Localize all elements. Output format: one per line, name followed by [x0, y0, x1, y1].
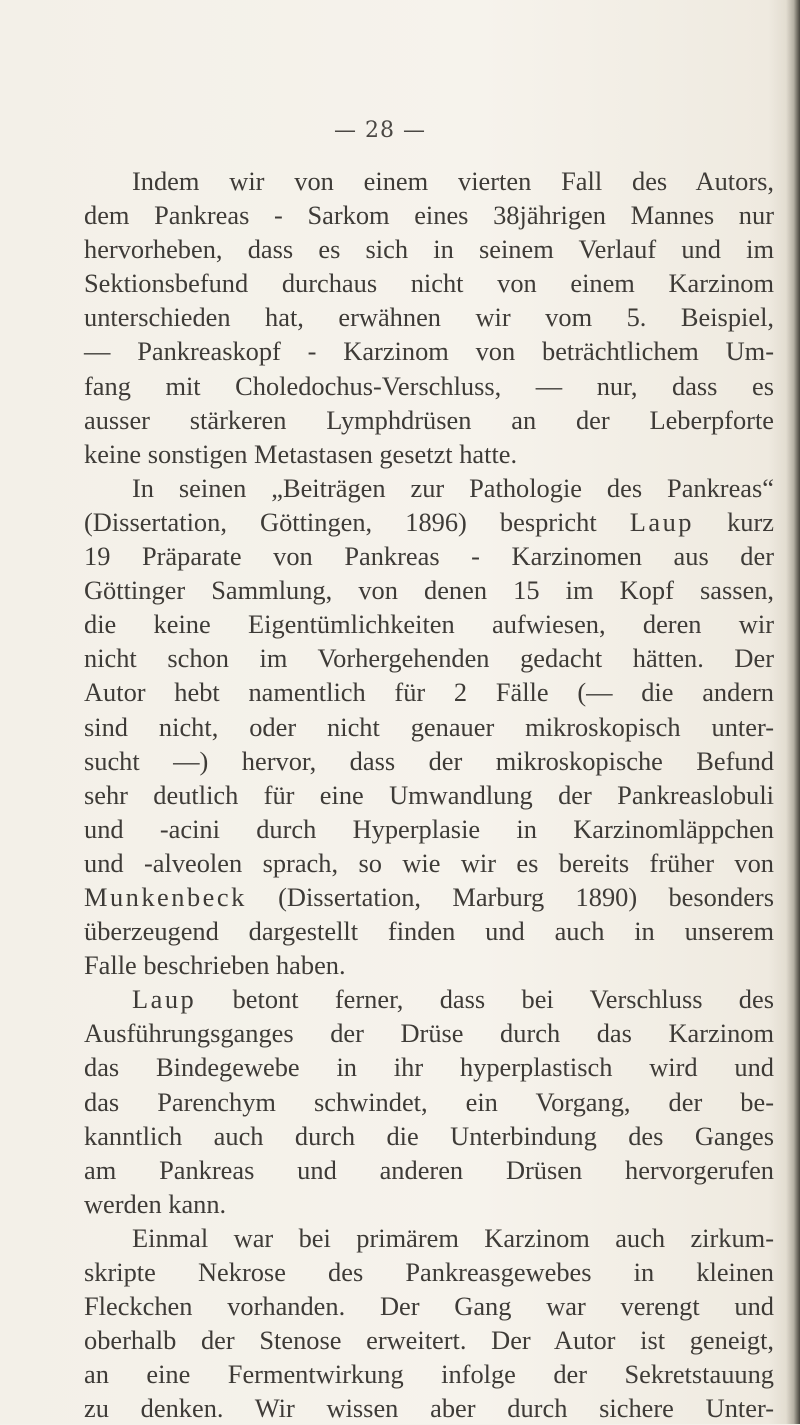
text-line: In seinen „Beiträgen zur Pathologie des Pankreas“: [132, 472, 774, 503]
page-number: — 28 —: [334, 118, 426, 143]
text-line: überzeugend dargestellt finden und auch in unserem: [84, 916, 774, 947]
text-line: sucht —) hervor, dass der mikroskopische Befund: [84, 745, 774, 776]
text-line: das Bindegewebe in ihr hyperplastisch wird und: [84, 1052, 774, 1083]
text-line: nicht schon im Vorhergehenden gedacht hätten. Der: [84, 643, 774, 674]
text-line: — Pankreaskopf - Karzinom von beträchtlichem Um-: [84, 336, 774, 367]
text-line: [84, 880, 774, 914]
text-segment: kurz: [727, 506, 774, 537]
body-text: [84, 164, 774, 1425]
text-line: Autor hebt namentlich für 2 Fälle (— die andern: [84, 677, 774, 708]
text-line: das Parenchym schwindet, ein Vorgang, der be-: [84, 1086, 774, 1117]
text-line: kanntlich auch durch die Unterbindung des Ganges: [84, 1120, 774, 1151]
text-line: Sektionsbefund durchaus nicht von einem Karzinom: [84, 268, 774, 299]
page-edge-shadow: [786, 0, 800, 1424]
author-name-laup: Laup: [132, 984, 197, 1015]
text-line: die keine Eigentümlichkeiten aufwiesen, deren wir: [84, 609, 774, 640]
text-line: [84, 982, 774, 1016]
text-segment: (Dissertation, Marburg 1890) besonders: [278, 881, 774, 912]
text-line: zu denken. Wir wissen aber durch sichere Unter-: [84, 1393, 774, 1424]
text-line: hervorheben, dass es sich in seinem Verlauf und im: [84, 234, 774, 265]
author-name-laup: Laup: [629, 506, 694, 537]
text-line: Indem wir von einem vierten Fall des Autors,: [132, 166, 774, 196]
text-line: sehr deutlich für eine Umwandlung der Pankreaslobuli: [84, 779, 774, 810]
text-line: Ausführungsganges der Drüse durch das Karzinom: [84, 1018, 774, 1049]
text-line: keine sonstigen Metastasen gesetzt hatte.: [84, 438, 518, 469]
text-segment: betont ferner, dass bei Verschluss des: [232, 984, 774, 1015]
text-line: und -acini durch Hyperplasie in Karzinomläppchen: [84, 813, 774, 844]
text-line: an eine Fermentwirkung infolge der Sekretstauung: [84, 1359, 774, 1390]
author-name-munkenbeck: Munkenbeck: [84, 881, 247, 912]
text-line: Einmal war bei primärem Karzinom auch zirkum-: [132, 1222, 774, 1253]
text-line: oberhalb der Stenose erweitert. Der Autor ist geneigt,: [84, 1325, 774, 1356]
text-line: werden kann.: [84, 1188, 227, 1219]
text-segment: (Dissertation, Göttingen, 1896) bespricht: [84, 506, 597, 537]
text-line: Falle beschrieben haben.: [84, 950, 346, 981]
text-line: ausser stärkeren Lymphdrüsen an der Leberpforte: [84, 404, 774, 435]
text-line: 19 Präparate von Pankreas - Karzinomen aus der: [84, 541, 774, 572]
text-line: skripte Nekrose des Pankreasgewebes in kleinen: [84, 1257, 774, 1287]
text-line: dem Pankreas - Sarkom eines 38jährigen Mannes nur: [84, 200, 774, 231]
text-line: [84, 505, 774, 539]
text-line: Göttinger Sammlung, von denen 15 im Kopf sassen,: [84, 575, 774, 606]
text-line: unterschieden hat, erwähnen wir vom 5. Beispiel,: [84, 302, 774, 333]
text-line: Fleckchen vorhanden. Der Gang war verengt und: [84, 1291, 774, 1322]
text-line: sind nicht, oder nicht genauer mikroskopisch unter-: [84, 711, 774, 742]
text-line: fang mit Choledochus-Verschluss, — nur, dass es: [84, 370, 774, 401]
text-line: und -alveolen sprach, so wie wir es bereits früher von: [84, 847, 774, 878]
text-line: am Pankreas und anderen Drüsen hervorgerufen: [84, 1154, 774, 1185]
